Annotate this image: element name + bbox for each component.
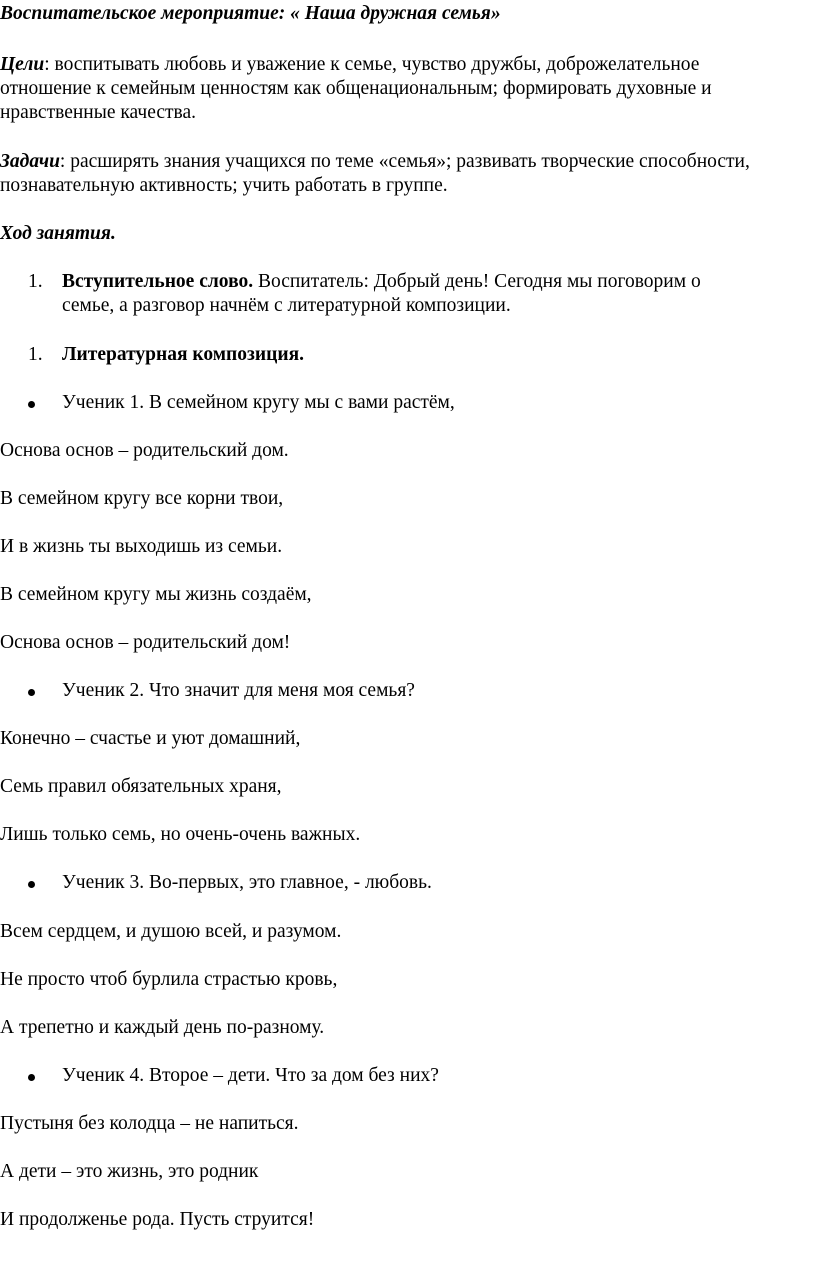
poem-line: И продолженье рода. Пусть струится! [0,1209,315,1230]
list-item-intro-cont [0,294,816,318]
list-number: 1. [28,271,43,292]
poem-line: Конечно – счастье и уют домашний, [0,728,301,749]
bullet-item-student-1 [0,391,816,415]
bullet-item-student-2 [0,679,816,703]
goals-text-1: : воспитывать любовь и уважение к семье, чувство дружбы, доброжелательное [44,54,700,75]
list-item-intro-text: Воспитатель: Добрый день! Сегодня мы поговорим о [253,271,701,292]
poem-line: И в жизнь ты выходишь из семьи. [0,536,283,557]
bullet-text: Ученик 1. В семейном кругу мы с вами растём, [62,392,455,413]
list-item-intro-line-1 [62,270,701,294]
list-item-composition-bold: Литературная композиция. [62,344,305,365]
goals-label: Цели [0,54,45,75]
course-heading: Ход занятия. [0,223,116,244]
bullet-item-student-3 [0,871,816,895]
bullet-text: Ученик 2. Что значит для меня моя семья? [62,680,415,701]
list-number: 1. [28,344,43,365]
bullet-dot-icon [28,881,35,888]
poem-line: В семейном кругу все корни твои, [0,488,284,509]
list-item-composition [0,343,816,367]
list-item-intro-bold: Вступительное слово. [62,271,254,292]
poem-line: Пустыня без колодца – не напиться. [0,1113,299,1134]
poem-line: Семь правил обязательных храня, [0,776,282,797]
poem-line: А дети – это жизнь, это родник [0,1161,259,1182]
list-item-intro-line-2: семье, а разговор начнём с литературной композиции. [62,295,511,316]
tasks-text-1: : расширять знания учащихся по теме «семья»; развивать творческие способности, [59,151,750,172]
bullet-item-student-4 [0,1064,816,1088]
goals-line-3: нравственные качества. [0,102,197,123]
tasks-line-2: познавательную активность; учить работать в группе. [0,175,448,196]
poem-line: А трепетно и каждый день по-разному. [0,1017,325,1038]
poem-line: Лишь только семь, но очень-очень важных. [0,824,361,845]
document-title: Воспитательское мероприятие: « Наша дружная семья» [0,3,501,24]
bullet-text: Ученик 3. Во-первых, это главное, - любовь. [62,872,432,893]
list-item-intro [0,270,816,294]
poem-line: Основа основ – родительский дом. [0,440,289,461]
poem-line: Всем сердцем, и душою всей, и разумом. [0,921,342,942]
bullet-dot-icon [28,689,35,696]
goals-line-1 [0,53,699,77]
tasks-label: Задачи [0,151,60,172]
goals-line-2: отношение к семейным ценностям как общенациональным; формировать духовные и [0,78,712,99]
poem-line: Основа основ – родительский дом! [0,632,291,653]
bullet-dot-icon [28,1074,35,1081]
bullet-dot-icon [28,401,35,408]
tasks-line-1 [0,150,750,174]
poem-line: Не просто чтоб бурлила страстью кровь, [0,969,338,990]
bullet-text: Ученик 4. Второе – дети. Что за дом без них? [62,1065,439,1086]
poem-line: В семейном кругу мы жизнь создаём, [0,584,312,605]
